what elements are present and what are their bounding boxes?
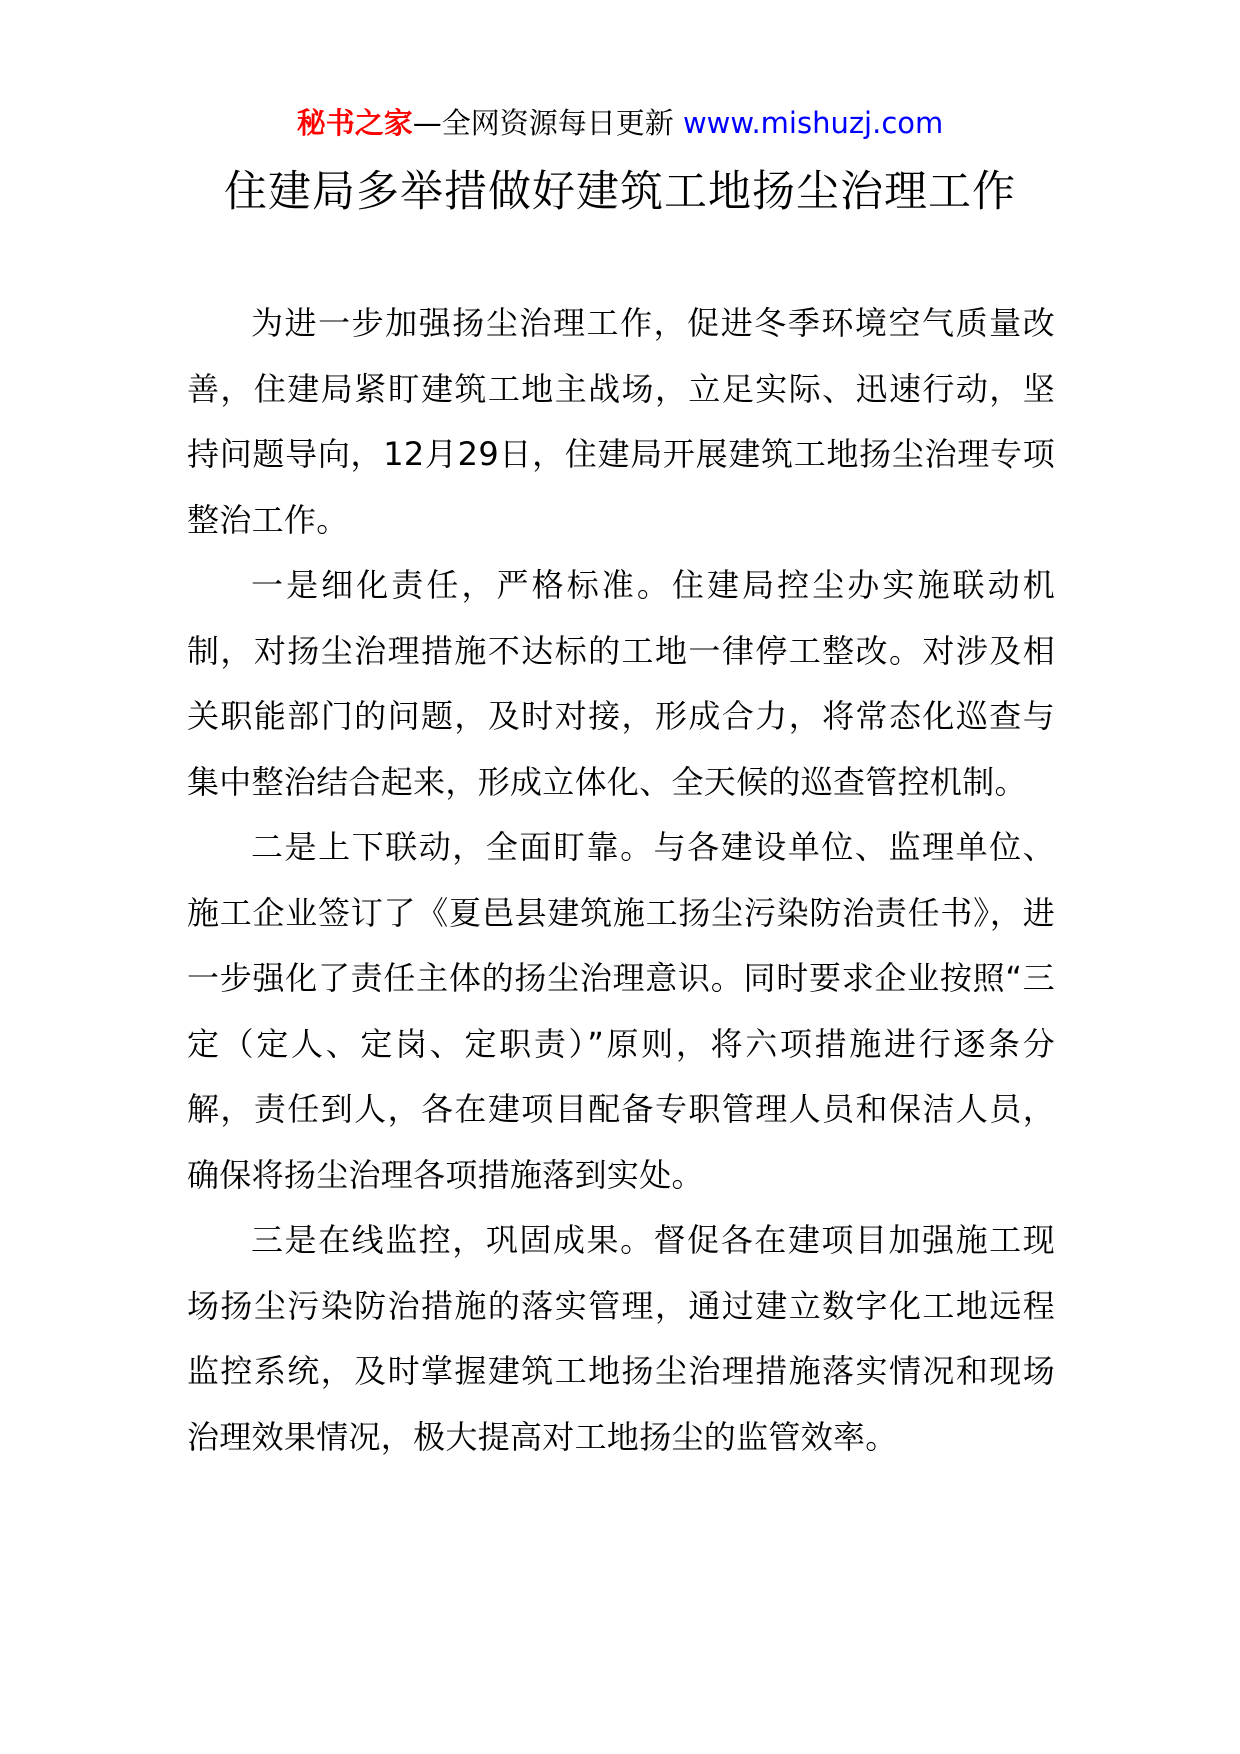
paragraph-point-three: 三是在线监控，巩固成果。督促各在建项目加强施工现场扬尘污染防治措施的落实管理，通过建立数字化工地远程监控系统，及时掌握建筑工地扬尘治理措施落实情况和现场治理效果情况，极大提高对工地扬尘的监管效率。 (187, 1221, 1055, 1456)
site-url-link[interactable]: www.mishuzj.com (682, 106, 944, 140)
site-slogan: —全网资源每日更新 (412, 106, 674, 140)
paragraph-point-two: 二是上下联动，全面盯靠。与各建设单位、监理单位、施工企业签订了《夏邑县建筑施工扬尘污染防治责任书》，进一步强化了责任主体的扬尘治理意识。同时要求企业按照“三定（定人、定岗、定职责）”原则，将六项措施进行逐条分解，责任到人，各在建项目配备专职管理人员和保洁人员，确保将扬尘治理各项措施落到实处。 (187, 828, 1055, 1194)
paragraph-point-one: 一是细化责任，严格标准。住建局控尘办实施联动机制，对扬尘治理措施不达标的工地一律停工整改。对涉及相关职能部门的问题，及时对接，形成合力，将常态化巡查与集中整治结合起来，形成立体化、全天候的巡查管控机制。 (187, 566, 1055, 801)
document-body (187, 291, 1055, 1470)
site-brand: 秘书之家 (296, 106, 413, 140)
paragraph-intro: 为进一步加强扬尘治理工作，促进冬季环境空气质量改善，住建局紧盯建筑工地主战场，立足实际、迅速行动，坚持问题导向，12月29日，住建局开展建筑工地扬尘治理专项整治工作。 (187, 304, 1055, 539)
document-title: 住建局多举措做好建筑工地扬尘治理工作 (224, 167, 1016, 217)
site-header (0, 103, 1240, 143)
